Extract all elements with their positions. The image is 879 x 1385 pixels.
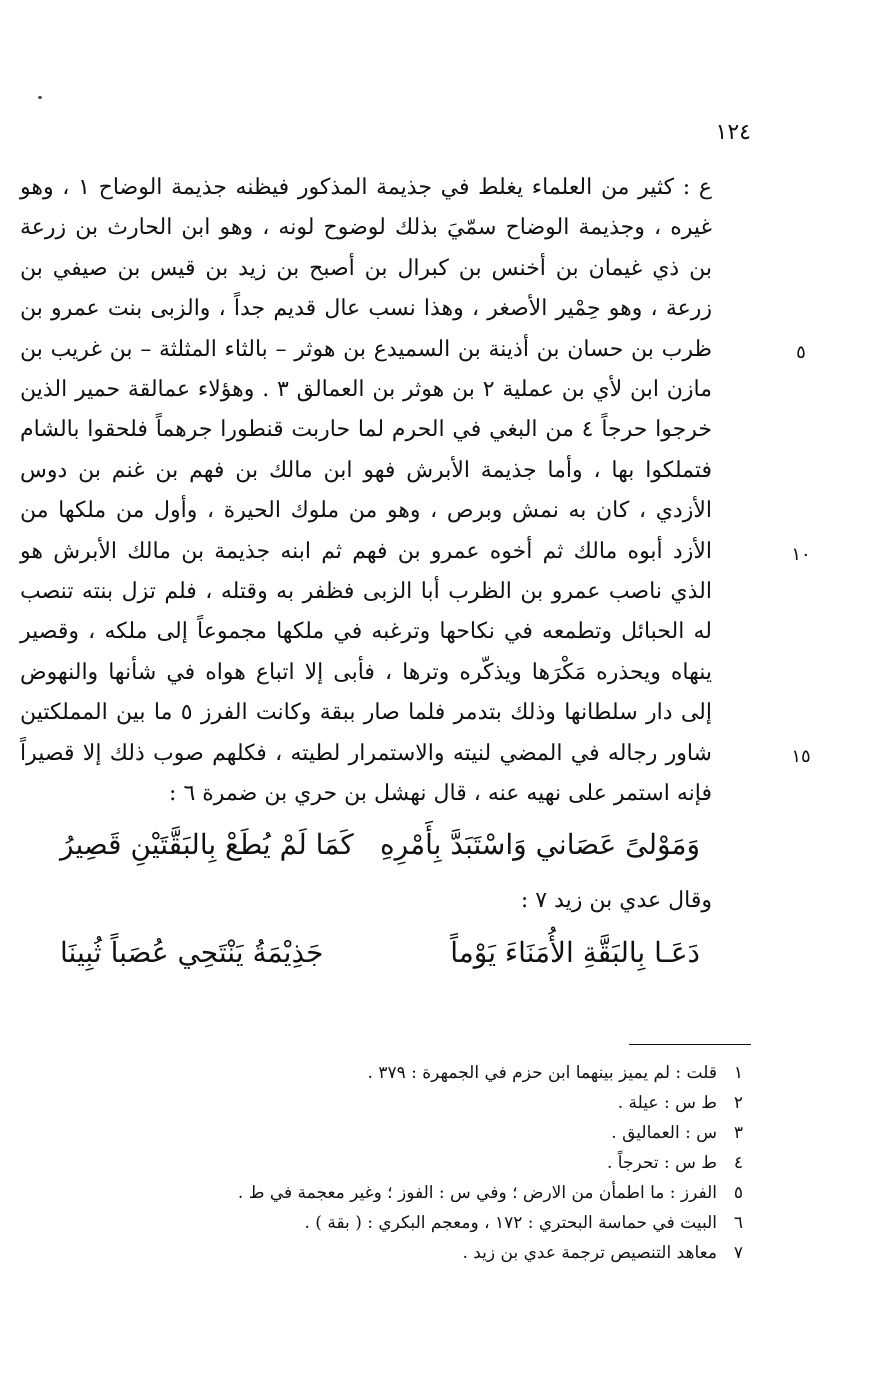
- footnote-text: ط س : تحرجاً .: [607, 1153, 717, 1173]
- body-paragraph: ع : كثير من العلماء يغلط في جذيمة المذكور فيظنه جذيمة الوضاح ١ ، وهو غيره ، وجذيمة الوضاح سمّيَ بذلك لوضوح لونه ، وهو ابن الحارث بن زرعة بن ذي غيمان بن أخنس بن كبرال بن أصبح بن زيد بن قيس بن صيفي بن زرعة ، وهو حِمْير الأصغر ، وهذا نسب عال قديم جداً ، والزبى بنت عمرو بن ظرب بن حسان بن أذينة بن السميدع بن هوثر – بالثاء المثلثة – بن غريب بن مازن ابن لأي بن عملية ٢ بن هوثر بن العمالق ٣ . وهؤلاء عمالقة حمير الذين خرجوا حرجاً ٤ من البغي في الحرم لما حاربت قنطورا جرهماً فلحقوا بالشام فتملكوا بها ، وأما جذيمة الأبرش فهو ابن مالك بن فهم بن غنم بن دوس الأزدي ، كان به نمش وبرص ، وهو من ملوك الحيرة ، وأول من ملكها من الأزد أبوه مالك ثم أخوه عمرو بن فهم ثم ابنه جذيمة بن مالك الأبرش هو الذي ناصب عمرو بن الظرب أبا الزبى فظفر به وقتله ، فلم تزل بنته تنصب له الحبائل وتطمعه في نكاحها وترغبه في ملكها مجموعاً إلى ملكه ، وقصير ينهاه ويحذره مَكْرَها ويذكّره وترها ، فأبى إلا اتباع هواه في شأنها والنهوض إلى دار سلطانها وذلك بتدمر فلما صار ببقة وكانت الفرز ٥ ما بين المملكتين شاور رجاله في المضي لنيته والاستمرار لطيته ، فكلهم صوب ذلك إلا قصيراً فإنه استمر على نهيه عنه ، قال نهشل بن حري بن ضمرة ٦ :: [20, 175, 713, 807]
- footnote-number: ٦: [733, 1213, 743, 1233]
- footnote-text: معاهد التنصيص ترجمة عدي بن زيد .: [462, 1243, 717, 1263]
- footnote-number: ٣: [733, 1123, 743, 1143]
- footnote-number: ٥: [733, 1183, 743, 1203]
- footnote-item: [123, 1208, 743, 1238]
- footnote-item: [123, 1178, 743, 1208]
- footnotes: [123, 1058, 743, 1268]
- verse-1-second-hemistich: كَمَا لَمْ يُطَعْ بِالبَقَّتَيْنِ قَصِيرُ: [60, 828, 354, 861]
- page-number: ١٢٤: [715, 120, 751, 145]
- footnote-number: ١: [733, 1063, 743, 1083]
- verse-2: [60, 936, 700, 986]
- verse-1-first-hemistich: وَمَوْلىً عَصَاني وَاسْتَبَدَّ بِأَمْرِهِ: [379, 828, 700, 861]
- footnote-text: ط س : عيلة .: [617, 1093, 717, 1113]
- verse-1: [60, 828, 700, 878]
- verse-2-intro: وقال عدي بن زيد ٧ :: [520, 888, 712, 913]
- footnote-item: [123, 1118, 743, 1148]
- line-marker-15: ١٥: [791, 746, 811, 767]
- paper-speck: [38, 96, 42, 99]
- main-text: [20, 168, 712, 815]
- verse-2-second-hemistich: جَذِيْمَةُ يَنْتَحِي عُصَباً ثُبِينَا: [60, 936, 324, 969]
- footnote-number: ٢: [733, 1093, 743, 1113]
- line-marker-5: ٥: [796, 342, 806, 363]
- footnote-text: س : العماليق .: [611, 1123, 717, 1143]
- line-marker-10: ١٠: [791, 544, 811, 565]
- footnote-item: [123, 1088, 743, 1118]
- footnote-item: [123, 1238, 743, 1268]
- footnote-item: [123, 1148, 743, 1178]
- verse-2-first-hemistich: دَعَـا بِالبَقَّةِ الأُمَنَاءَ يَوْماً: [450, 936, 700, 969]
- footnote-text: البيت في حماسة البحتري : ١٧٢ ، ومعجم البكري : ( بقة ) .: [304, 1213, 717, 1233]
- footnote-number: ٤: [733, 1153, 743, 1173]
- footnote-number: ٧: [733, 1243, 743, 1263]
- footnote-divider: [629, 1044, 751, 1045]
- footnote-text: الفرز : ما اطمأن من الارض ؛ وفي س : الفوز ؛ وغير معجمة في ط .: [237, 1183, 717, 1203]
- footnote-item: [123, 1058, 743, 1088]
- footnote-text: قلت : لم يميز بينهما ابن حزم في الجمهرة : ٣٧٩ .: [367, 1063, 717, 1083]
